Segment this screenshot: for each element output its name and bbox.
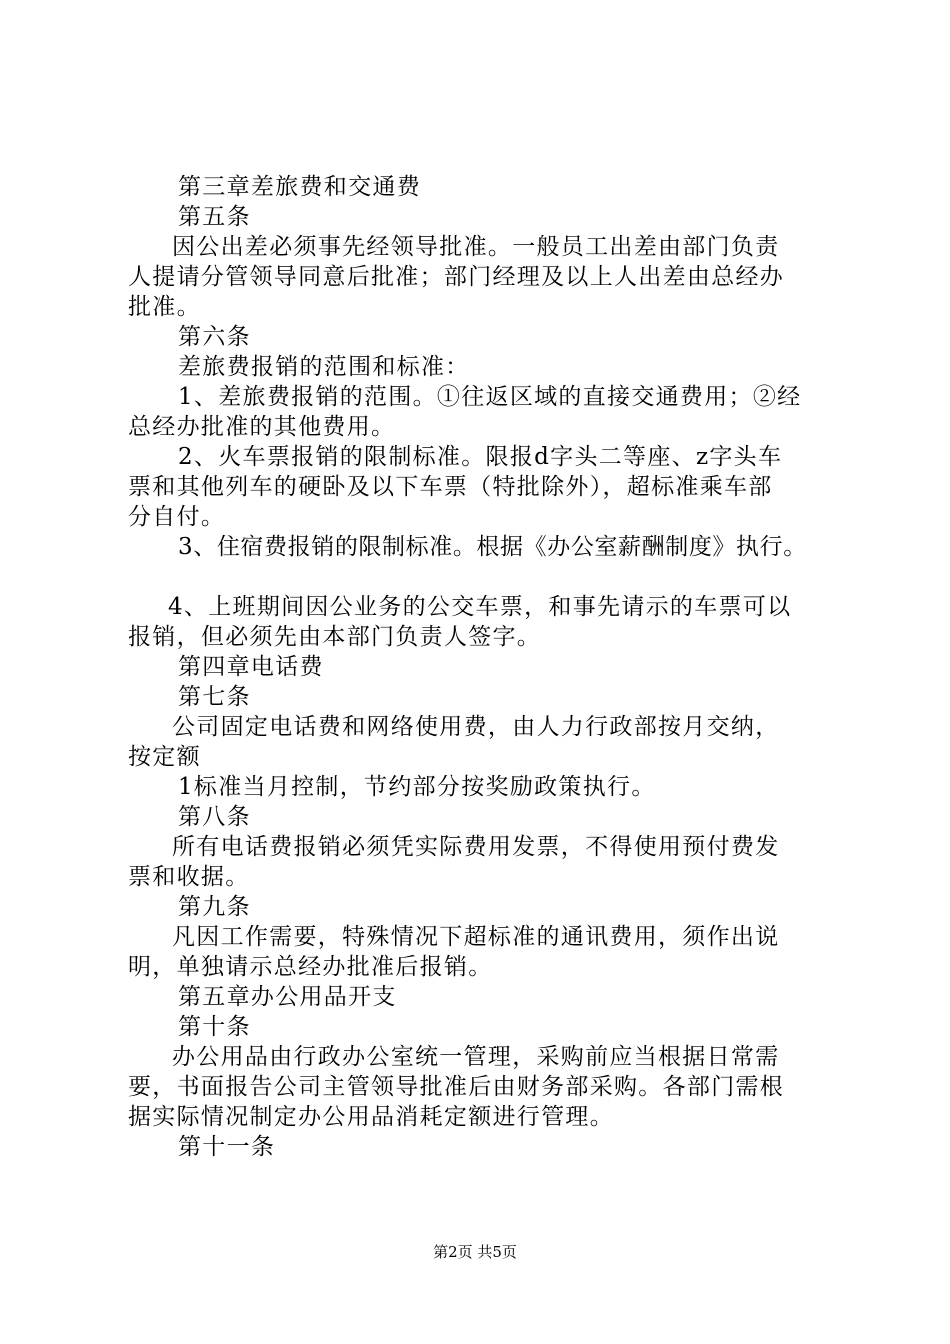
list-item-line: 4、上班期间因公业务的公交车票，和事先请示的车票可以 (168, 594, 792, 620)
article-heading: 第十一条 (178, 1134, 276, 1160)
page-number-footer: 第2页 共5页 (433, 1243, 517, 1261)
chapter-heading: 第四章电话费 (178, 654, 324, 680)
paragraph-line: 人提请分管领导同意后批准；部门经理及以上人出差由总经办 (128, 264, 785, 290)
paragraph-line: 差旅费报销的范围和标准： (178, 354, 470, 380)
list-item-line: 3、住宿费报销的限制标准。根据《办公室薪酬制度》执行。 (178, 534, 807, 560)
paragraph-line: 公司固定电话费和网络使用费，由人力行政部按月交纳， (172, 714, 780, 740)
paragraph-line: 所有电话费报销必须凭实际费用发票，不得使用预付费发 (172, 834, 780, 860)
paragraph-line: 按定额 (128, 744, 201, 770)
list-item-line: 1、差旅费报销的范围。①往返区域的直接交通费用；②经 (178, 384, 802, 410)
list-item-line: 2、火车票报销的限制标准。限报d字头二等座、z字头车 (178, 444, 783, 470)
chapter-heading: 第五章办公用品开支 (178, 984, 397, 1010)
paragraph-line: 要，书面报告公司主管领导批准后由财务部采购。各部门需根 (128, 1074, 785, 1100)
list-item-line: 总经办批准的其他费用。 (128, 414, 396, 440)
article-heading: 第七条 (178, 684, 251, 710)
chapter-heading: 第三章差旅费和交通费 (178, 174, 421, 200)
list-item-line: 票和其他列车的硬卧及以下车票（特批除外），超标准乘车部 (128, 474, 773, 500)
article-heading: 第十条 (178, 1014, 251, 1040)
paragraph-line: 办公用品由行政办公室统一管理，采购前应当根据日常需 (172, 1044, 780, 1070)
paragraph-line: 票和收据。 (128, 864, 250, 890)
article-heading: 第九条 (178, 894, 251, 920)
paragraph-line: 凡因工作需要，特殊情况下超标准的通讯费用，须作出说 (172, 924, 780, 950)
paragraph-line: 明，单独请示总经办批准后报销。 (128, 954, 493, 980)
document-body (128, 172, 848, 1162)
paragraph-line: 批准。 (128, 294, 201, 320)
blank-line (128, 562, 848, 592)
paragraph-line: 据实际情况制定办公用品消耗定额进行管理。 (128, 1104, 614, 1130)
article-heading: 第六条 (178, 324, 251, 350)
article-heading: 第八条 (178, 804, 251, 830)
article-heading: 第五条 (178, 204, 251, 230)
list-item-line: 报销，但必须先由本部门负责人签字。 (128, 624, 542, 650)
paragraph-line: 因公出差必须事先经领导批准。一般员工出差由部门负责 (172, 234, 780, 260)
list-item-line: 分自付。 (128, 504, 226, 530)
paragraph-line: 1标准当月控制，节约部分按奖励政策执行。 (178, 774, 656, 800)
